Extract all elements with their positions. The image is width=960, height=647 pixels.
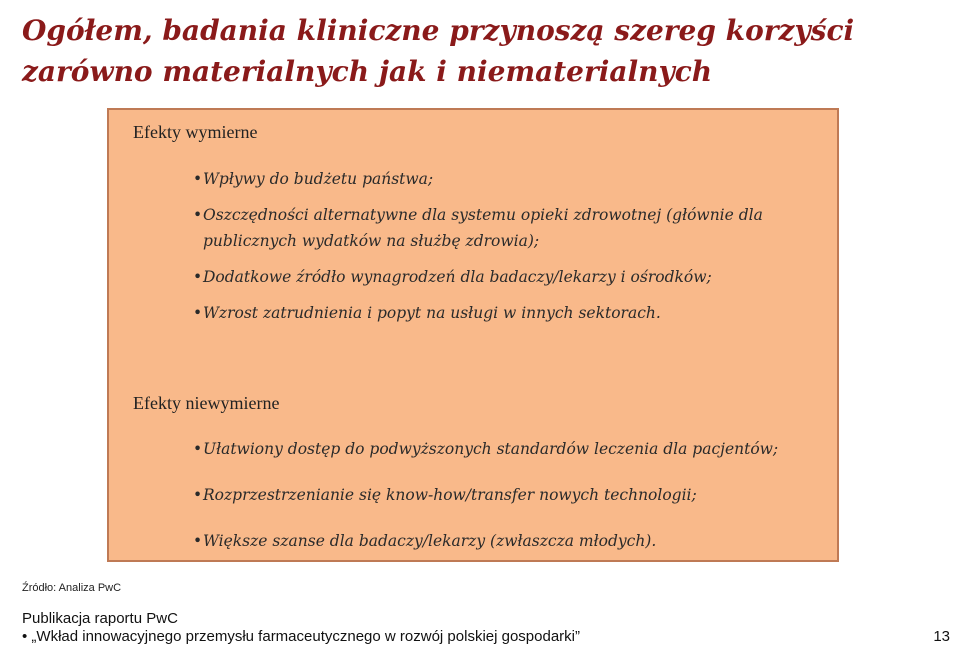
list-item: • Rozprzestrzenianie się know-how/transfer nowych technologii; — [193, 482, 833, 508]
source-note: Źródło: Analiza PwC — [22, 582, 122, 594]
bullet-icon: • — [193, 206, 203, 224]
tangible-heading: Efekty wymierne — [133, 122, 258, 142]
page-title — [22, 10, 942, 92]
bullet-icon: • — [193, 170, 203, 188]
list-item: • Większe szanse dla badaczy/lekarzy (zwłaszcza młodych). — [193, 528, 833, 554]
bullet-icon: • — [193, 532, 203, 550]
report-title: • „Wkład innowacyjnego przemysłu farmaceutycznego w rozwój polskiej gospodarki” — [22, 628, 580, 645]
list-item: • Oszczędności alternatywne dla systemu opieki zdrowotnej (głównie dla publicznych wydatków na służbę zdrowia); — [193, 202, 833, 254]
list-item: • Wzrost zatrudnienia i popyt na usługi w innych sektorach. — [193, 300, 833, 326]
intangible-heading: Efekty niewymierne — [133, 393, 280, 413]
bullet-icon: • — [193, 440, 203, 458]
bullet-icon: • — [22, 628, 32, 645]
intangible-list — [193, 436, 833, 554]
title-line-2: zarówno materialnych jak i niematerialnych — [22, 55, 713, 88]
page-number: 13 — [933, 628, 950, 645]
publication-label: Publikacja raportu PwC — [22, 610, 178, 627]
list-item: • Dodatkowe źródło wynagrodzeń dla badaczy/lekarzy i ośrodków; — [193, 264, 833, 290]
title-line-1: Ogółem, badania kliniczne przynoszą szereg korzyści — [22, 14, 855, 47]
bullet-icon: • — [193, 304, 203, 322]
list-item: • Ułatwiony dostęp do podwyższonych standardów leczenia dla pacjentów; — [193, 436, 833, 462]
list-item: • Wpływy do budżetu państwa; — [193, 166, 833, 192]
bullet-icon: • — [193, 486, 203, 504]
bullet-icon: • — [193, 268, 203, 286]
benefits-panel — [107, 108, 839, 562]
tangible-list — [193, 166, 833, 326]
